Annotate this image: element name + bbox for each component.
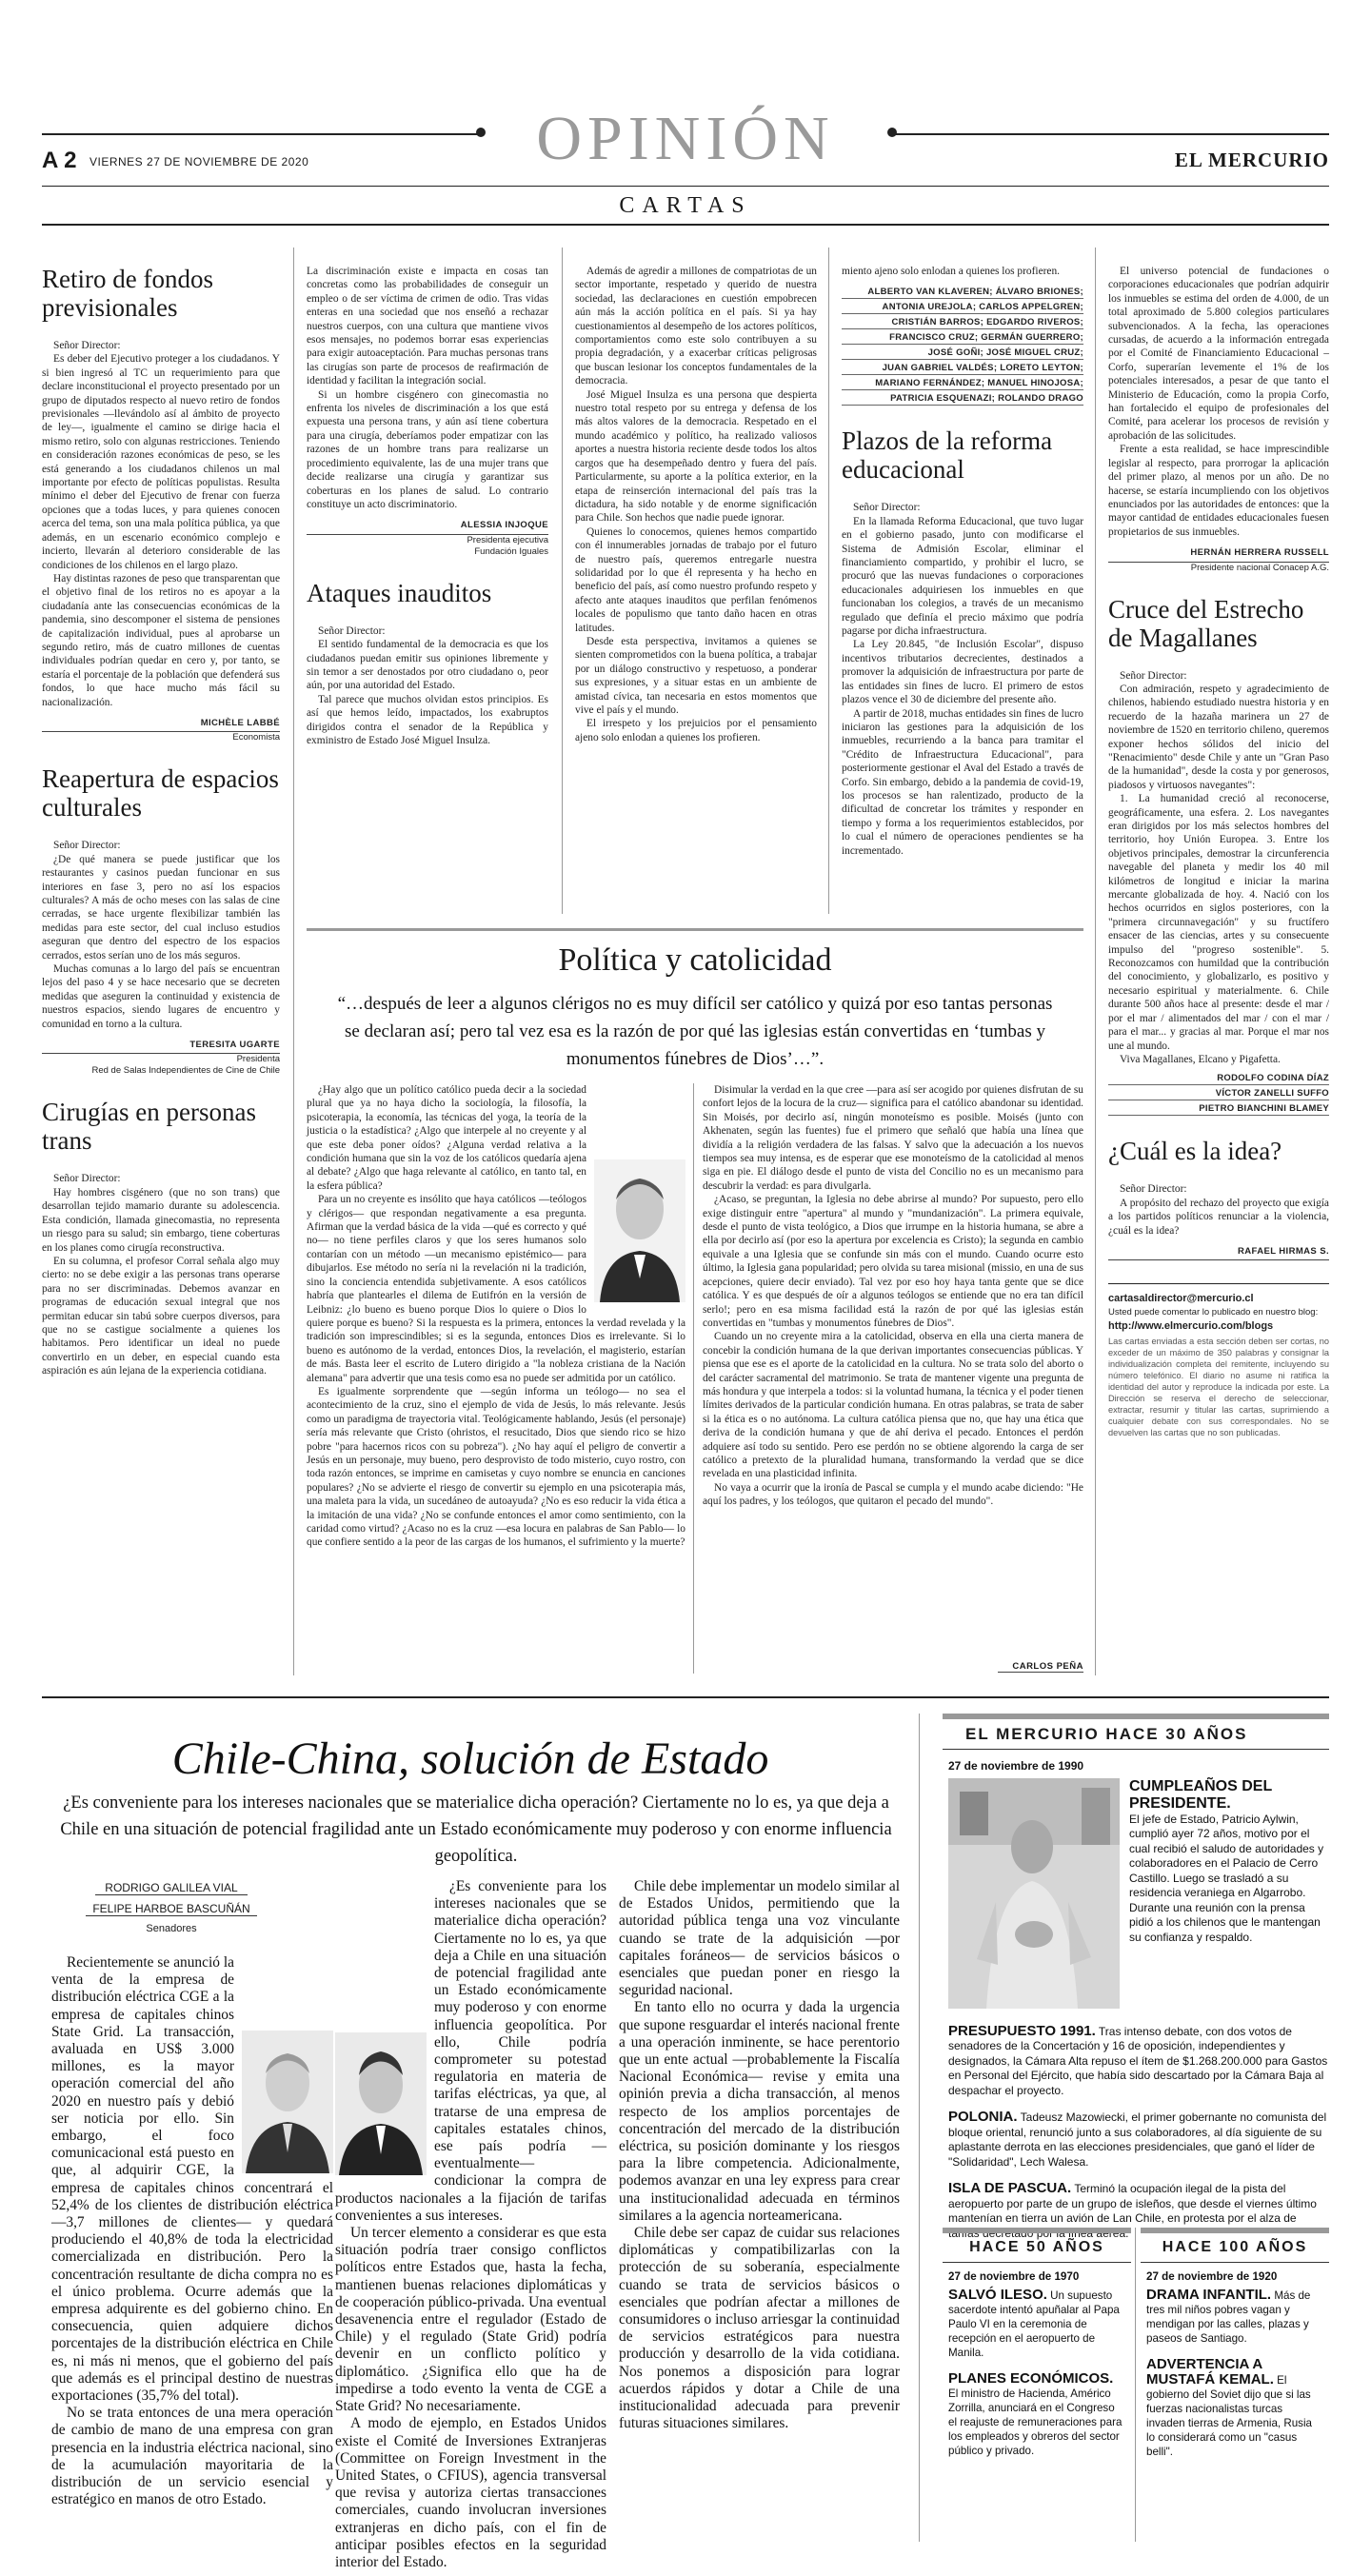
letter-signature: PIETRO BIANCHINI BLAMEY — [1108, 1102, 1329, 1116]
signature-list — [842, 286, 1083, 406]
subsection-title: CARTAS — [619, 193, 752, 218]
salutation: Señor Director: — [53, 340, 121, 351]
feature-deck: “…después de leer a algunos clérigos no es muy difícil ser católico y quizá por eso tantas personas se declaran así; pero tal vez esa es la razón de por qué las iglesias están convertidas en ‘tumbas y monumentos fúnebres de Dios’…”. — [337, 994, 1053, 1069]
history-item-body: Terminó la ocupación ilegal de la pista del aeropuerto por parte de un grupo de isleños, que desde el viernes último mantenían en tierra un avión de Lan Chile, en protesta por el alza de — [948, 2182, 1317, 2225]
salutation: Señor Director: — [1120, 669, 1187, 682]
letter-signature: ALBERTO VAN KLAVEREN; ÁLVARO BRIONES; — [842, 286, 1083, 299]
author-photo-galilea — [242, 2031, 333, 2173]
letter-signature: PATRICIA ESQUENAZI; ROLANDO DRAGO — [842, 392, 1083, 406]
feature-paragraph: Cuando un no creyente mira a la catolicidad, observa en ella una cierta manera de concebir la condición humana de la que derivan importantes consecuencias públicas. Y piensa que ese es el aporte de la catolicidad en la cultura. No se trata solo del aborto o del carácter sacramental del matrimonio. Se trata de mantener vigente una pregunta de más hondura y que interpela a todos: si la voluntad humana, la técnica y el poder tienen límites derivados de la particular condición humana. En otras palabras, se trata de saber si la ética es o no autónoma. La cultura católica piensa que no, que hay una ética que deriva de la condición humana y que de ahí deriva el pecado. Entonces el perdón adquiere así todo su sentido. Pero ese perdón no se obtiene algorendo la carga de ser católico a pretexto de la pluralidad humana, transformando la verdad que se dice revelada en una plasticidad infinita. — [703, 1331, 1083, 1480]
h100-bar — [1141, 2228, 1329, 2233]
editorial-author-1: RODRIGO GALILEA VIAL — [95, 1881, 248, 1895]
letter-signature: RODOLFO CODINA DÍAZ — [1108, 1072, 1329, 1085]
letter-signature: JOSÉ GOÑI; JOSÉ MIGUEL CRUZ; — [842, 347, 1083, 360]
letter-paragraph: Además de agredir a millones de compatriotas de un sector importante, respetado y querido de nuestra sociedad, las declaraciones en cuestión empobrecen aún más la acción política en el país. Si ya hay cuestionamientos al desempeño de los actores políticos, comportamientos como este solo contribuyen a su propia degradación, y a exacerbar críticas peligrosas que buscan lesionar los conceptos fundamentales de la democracia. — [575, 266, 818, 387]
history-100 — [1146, 2269, 1323, 2459]
editorial-paragraph: Chile debe ser capaz de cuidar sus relaciones diplomáticas y compatibilizarlas con la protección de su soberanía, especialmente cuando se trata de servicios básicos o esenciales que podrían afectar a millones de consumidores o incluso arriesgar la continuidad de servicios estratégicos para nuestra producción y desarrollo de la vida cotidiana. Nos ponemos a disposición para lograr acuerdos rápidos y dotar a Chile de una institucionalidad adecuada para prevenir futuras situaciones similares. — [619, 2225, 900, 2432]
history-header: EL MERCURIO HACE 30 AÑOS — [965, 1725, 1248, 1743]
history-item — [948, 2288, 1125, 2360]
author-photo-harboe — [335, 2032, 427, 2175]
feature-paragraph: No vaya a ocurrir que la ironía de Pascal se cumpla y el mundo acabe diciendo: "He aquí los padres, y los teólogos, que quitaron el pecado del mundo". — [703, 1481, 1083, 1508]
history-item-title: PRESUPUESTO 1991. — [948, 2022, 1096, 2039]
feature-paragraph: Es igualmente sorprendente que —según informa un teólogo— no sea el acontecimiento de la cruz, sino el ejemplo de vida de Jesús, lo más relevante. Jesús como un paradigma de trayectoria vital. Teológicamente hablando, Jesús (el personaje) sería más relevante que Cristo (ohristos, el resucitado, Dios que siendo rico se hizo pobre "para hacernos ricos con su pobreza"). ¿No hay aquí el peligro de convertir a Jesús en un personaje, muy bueno, pero desprovisto de todo misterio, cuyo rostro, con toda razón entonces, se imprime en camisetas y cuyo nombre se enuncia en canciones populares? ¿No se advierte el riesgo de convertir su ejemplo en una psicoterapia más, una maleta para la vida, un sucedáneo de autoayuda? ¿No es eso reducir la vida ética a la imitación de una vida? ¿No se confunde entonces el amor como sentimiento, con la caridad como virtud? ¿Acaso no es la cruz —esa locura en palabras de San Pablo— lo que confiere sentido a la peor de las cargas de los humanos, el sufrimiento y la muerte? — [307, 1385, 686, 1549]
letter-title-retiro: Retiro de fondos previsionales — [42, 265, 213, 322]
letter-paragraph: El irrespeto y los prejuicios por el pensamiento ajeno solo enlodan a quienes los profieren. — [575, 718, 817, 743]
letter-signature: ANTONIA UREJOLA; CARLOS APPELGREN; — [842, 301, 1083, 314]
letter-paragraph: La discriminación existe e impacta en cosas tan concretas como las probabilidades de conseguir un empleo o de ser víctima de crimen de odio. Tras vidas enteras en una sociedad que nos enseñó a rechazar nuestros cuerpos, con una cultura que mantiene vivos esos mensajes, no podemos borrar esas experiencias para exigir autoaceptación. Para muchas personas trans las cirugías son parte de procesos de reafirmación de identidad y facilitan la integración social. — [307, 266, 548, 387]
author-photo-carlos-pena — [594, 1159, 686, 1302]
history-item — [1146, 2288, 1323, 2346]
h50-rule — [943, 2262, 1131, 2263]
history-item — [948, 2110, 1329, 2170]
col-divider-1 — [293, 248, 294, 1675]
col-divider-2 — [562, 248, 563, 914]
portrait-image — [242, 2031, 333, 2173]
letter-paragraph: Quienes lo conocemos, quienes hemos compartido con él innumerables jornadas de trabajo por el futuro de nuestro país, queremos entregarle nuestra solidaridad por lo que él representa y ha hecho en beneficio del país, así como nuestro profundo respeto y afecto ante ataques inauditos que perfilan fenómenos locales de populismo que tanto daño hacen en otras latitudes. — [575, 525, 817, 634]
letter-paragraph: Desde esta perspectiva, invitamos a quienes se sienten comprometidos con la buena política, a trabajar por un diálogo constructivo y respetuoso, a ponderar sus expresiones, y a situar estas en un ambiente de amistad cívica, tan necesaria en estos momentos que vive el país y el mundo. — [575, 635, 817, 716]
h100-header: HACE 100 AÑOS — [1162, 2239, 1308, 2255]
page-number: A 2 — [42, 148, 77, 173]
feature-column-2 — [703, 1083, 1083, 1655]
letter-paragraph: Si un hombre cisgénero con ginecomastia no enfrenta los niveles de discriminación a los que está expuesta una persona trans, y aún así tiene cobertura para una cirugía, deberíamos poder empatizar con las razones de un hombre trans para realizarse un procedimiento equivalente, las de una mujer trans que decide realizarse una cirugía y garantizar sus coberturas en los planes de salud. Lo contrario constituye un acto discriminatorio. — [307, 388, 548, 510]
editorial-author-2: FELIPE HARBOE BASCUÑÁN — [86, 1902, 257, 1916]
editorial-authors-role: Senadores — [146, 1923, 197, 1934]
col-divider-4 — [1095, 248, 1096, 1675]
feature-paragraph: Para un no creyente es insólito que haya católicos —teólogos y clérigos— que respondan negativamente a esa pregunta. Afirman que la verdad básica de la vida —qué es correcto y qué no— no tiene perfiles claros y que los seres humanos solo contarían con un método —un mecanismo epistémico— para dibujarlos. Ese método no sería ni la revelación ni la tradición, sino la conciencia entendida subjetivamente. A esos católicos habría que plantearles el dilema de Eutifrón en la versión de Leibniz: ¿lo bueno es bueno porque Dios lo quiere o Dios lo quiere porque es bueno? Si la respuesta es la primera, entonces la verdad revelada y la tradición son imprescindibles; si es la segunda, entonces Dios es irrelevante. Si lo bueno es autónomo de la verdad, entonces Dios, la revelación, el magisterio, estarían de más. Basta leer el escrito de Lutero dirigido a "la nobleza cristiana de la Nación alemana" para advertir que una tesis como esa no puede ser admitida por un católico. — [307, 1194, 686, 1384]
history-item-body: El gobierno del Soviet dijo que si las fuerzas nacionalistas turcas invaden tierras de Armenia, Rusia lo considerará como un "casus belli". — [1146, 2374, 1312, 2458]
editorial-deck: ¿Es conveniente para los intereses nacionales que se materialice dicha operación? Ciertamente no lo es, ya que deja a Chile en una situación de potencial fragilidad ante un Estado económicamente muy poderoso y con enorme influencia geopolítica. — [60, 1793, 892, 1866]
letter-signature: HERNÁN HERRERA RUSSELL — [1108, 546, 1329, 562]
letter-paragraph: 1. La humanidad creció al reconocerse, geográficamente, una esfera. 2. Los navegantes eran dirigidos por los más selectos hombres del territorio, hoy Unión Europea. 3. Entre los objetivos principales, demostrar la circunferencia navegable del planeta y medir los 40 mil kilómetros de longitud e iniciar la marina mercante globalizada de hoy. 4. Nació con los hechos ocurridos en siglos posteriores, con la "primera circunnavegación" y su fructífero ensacer de las ciencias, artes y su consecuente impulso del "progreso sostenible". 5. Reconozcamos con humildad que la contribución del conocimiento, y globalizarlo, es positivo y necesario espiritual y materialmente. 6. Chile durante 500 años hace al presente: desde el mar / por el mar / alimentados del mar / con el mar / para el mar... y gracias al mar. Porque el mar nos une al mundo. — [1108, 793, 1329, 1052]
letter-paragraph: En su columna, el profesor Corral señala algo muy cierto: no se debe exigir a las personas trans operarse para no ser discriminadas. Debemos avanzar en programas de educación sexual integral que nos permitan educar sin tabú sobre cuerpos diversos, para que no se castigue socialmente a quienes los habitamos. Pero identificar un ideal no puede convertirlo en un deber, en especial cuando esta aspiración es aún lejana de la experiencia cotidiana. — [42, 1255, 280, 1377]
h100-rule — [1141, 2262, 1329, 2263]
h50-header: HACE 50 AÑOS — [969, 2239, 1104, 2255]
blog-intro: Usted puede comentar lo publicado en nuestro blog: — [1108, 1306, 1319, 1318]
letter-signature: MICHÈLE LABBÉ — [42, 717, 280, 732]
letter-title-ataques: Ataques inauditos — [307, 578, 492, 607]
lower-section-rule — [42, 1696, 1329, 1698]
editorial-paragraph: No se trata entonces de una mera operación de cambio de mano de una empresa con gran presencia en la industria eléctrica nacional, sino de la acumulación mayoritaria de la distribución de un servicio esencial y estratégico en manos de otro Estado. — [51, 2405, 333, 2508]
history-item-body: Un supuesto sacerdote intentó apuñalar al Papa Paulo VI en la ceremonia de recepción en el aeropuerto de Manila. — [948, 2289, 1120, 2359]
history-date-50: 27 de noviembre de 1970 — [948, 2270, 1080, 2283]
letter-paragraph: Muchas comunas a lo largo del país se encuentran lejos del paso 4 y se hace necesario que se decreten medidas que aseguren la continuidad y existencia de nuestros espacios, siendo lugares de encuentro y comunidad en torno a la cultura. — [42, 963, 280, 1030]
h50-bar — [943, 2228, 1131, 2233]
letter-signature: MARIANO FERNÁNDEZ; MANUEL HINOJOSA; — [842, 377, 1083, 390]
editorial-paragraph: ¿Es conveniente para los intereses nacionales que se materialice dicha operación? Ciertamente no lo es, ya que deja a Chile en una situación de potencial fragilidad ante un Estado económicamente muy poderoso y con enorme influencia geopolítica. Por ello, Chile podría comprometer su potestad regulatoria en materia de tarifas eléctricas, ya que, al tratarse de una empresa de capitales estatales chinos, ese país podría —eventualmente— condicionar la compra de productos nacionales a la fijación de tarifas convenientes a sus intereses. — [335, 1878, 606, 2224]
feature-top-rule — [307, 928, 1083, 931]
letter-title-cruce: Cruce del Estrecho de Magallanes — [1108, 594, 1304, 652]
history-date-100: 27 de noviembre de 1920 — [1146, 2270, 1278, 2283]
letter-paragraph: El universo potencial de fundaciones o corporaciones educacionales que podrían adquirir los inmuebles se estima del orden de 4.000, de un total aproximado de 5.800 colegios particulares subvencionados. A la fecha, las operaciones cursadas, de acuerdo a la información entregada por el Comité de Financiamiento Educacional –Corfo, superarían levemente el 1% de los potenciales interesados, a pesar de que tanto el Ministerio de Educación, como la propia Corfo, han fortalecido el equipo de profesionales del Comité, para acelerar los procesos de revisión y aprobación de las solicitudes. — [1108, 266, 1329, 442]
letter-paragraph: Es deber del Ejecutivo proteger a los ciudadanos. Y si bien ingresó al TC un requerimiento para que declare inconstitucional el proyecto presentado por un grupo de diputados respecto al nuevo retiro de fondos previsionales —llevándolo así al ámbito de proyecto de ley—, igualmente el camino se dirige hacia el mismo retiro, solo con algunas restricciones. Teniendo en consideración razones económicas de peso, se les está generando a los ciudadanos chilenos un mal importante por efecto de políticas populistas. Resulta mínimo el deber del Ejecutivo de frenar con fuerza opciones que a todas luces, y para quienes conocen acerca del tema, son una mala política pública, ya que además, en un escenario económico complejo e incierto, llevarán al deterioro considerable de las condiciones de los chilenos en el largo plazo. — [42, 353, 280, 571]
salutation: Señor Director: — [318, 624, 386, 637]
column-1 — [42, 265, 280, 1688]
contact-rule — [1108, 1283, 1329, 1284]
column-3 — [575, 265, 817, 912]
column-2 — [307, 265, 548, 931]
portrait-image — [335, 2032, 427, 2175]
cartas-rule — [42, 224, 1329, 226]
history-item — [948, 2371, 1125, 2458]
letter-paragraph: El sentido fundamental de la democracia es que los ciudadanos puedan emitir sus opiniones libremente y sin temor a ser denostados por otro ciudadano o, peor aún, por una autoridad del Estado. — [307, 639, 548, 692]
history-item-body: Tadeusz Mazowiecki, el primer gobernante no comunista del bloque oriental, renunció junto a sus colaboradores, al día siguiente de su aplastante derrota en las elecciones presidenciales, que ganó el líder de "Solidaridad", Lech Walesa. — [948, 2110, 1327, 2169]
letter-signature: JUAN GABRIEL VALDÉS; LORETO LEYTON; — [842, 362, 1083, 375]
editorial-paragraph: En tanto ello no ocurra y dada la urgencia que supone resguardar el interés nacional frente a una operación inminente, se hace perentorio que un ente actual —probablemente la Fiscalía Nacional Económica— revise y emita una opinión previa a dicha transacción, al menos respecto de los amplios porcentajes de concentración del mercado de la distribución eléctrica, su posición dominante y los riesgos para la libre competencia. Adicionalmente, podemos avanzar en una ley express para crear una institucionalidad adecuada en términos similares a la agencia norteamericana. — [619, 1999, 900, 2224]
masthead-bottom-rule — [42, 186, 1329, 187]
letter-title-reapertura: Reapertura de espacios culturales — [42, 764, 279, 822]
history-item — [948, 2024, 1329, 2099]
letter-paragraph: En la llamada Reforma Educacional, que tuvo lugar en el gobierno pasado, junto con modificarse el Sistema de Admisión Escolar, eliminar el financiamiento compartido, y prohibir el lucro, se procuró que las nuevas fundaciones o corporaciones educacionales adquiriesen los inmuebles en que funcionaban los colegios, a través de un mecanismo regulado que definía el precio máximo que podría pagarse por dicha infraestructura. — [842, 515, 1083, 638]
letter-paragraph: Frente a esta realidad, se hace imprescindible legislar al respecto, para prorrogar la aplicación del primer plazo, al menos por un año. De no hacerse, se estaría incumpliendo con los objetivos enunciados por las autoridades de entonces: que la mayor cantidad de entidades educacionales fuesen propietarios de sus inmuebles. — [1108, 444, 1329, 538]
editorial-column-1 — [51, 1954, 333, 2545]
column-5 — [1108, 265, 1329, 1940]
salutation: Señor Director: — [853, 502, 921, 514]
section-title: OPINIÓN — [536, 104, 835, 173]
letter-paragraph: A propósito del rechazo del proyecto que exigía a los partidos políticos renunciar a la violencia, ¿cuál es la idea? — [1108, 1197, 1329, 1237]
history-item-title: SALVÓ ILESO. — [948, 2287, 1047, 2303]
letter-paragraph: Hay distintas razones de peso que transparentan que el objetivo final de los retiros no es apoyar a la ciudadanía ante las consecuencias económicas de la pandemia, sino descomponer el sistema de pensiones de capitalización individual, pues al aprobarse un segundo retiro, más de cuatro millones de cuentas individuales podrían quedar en cero y, por tanto, se estaría el porcentaje de la población que defenderá sus fondos, lo que hace mucho más fácil su nacionalización. — [42, 572, 280, 708]
editorial-title: Chile-China, solución de Estado — [171, 1734, 769, 1784]
editorial-paragraph: Recientemente se anunció la venta de la empresa de distribución eléctrica CGE a la empresa de capitales chinos State Grid. La transacción, avaluada en US$ 3.000 millones, es la mayor operación comercial del año 2020 en nuestro país y debió ser noticia por ello. Sin embargo, el foco comunicacional está puesto en que, al adquirir CGE, la empresa de capitales chinos concentrará el 52,4% de los clientes de distribución eléctrica —3,7 millones de clientes— y quedará produciendo el 40,8% de toda la electricidad comercializada en distribución. Pero la concentración resultante de dicha compra no es el único problema. Ocurre además que la empresa adquirente es del gobierno chino. En consecuencia, quien adquiere dichos porcentajes de la distribución eléctrica en Chile es, ni más ni menos, que el gobierno del país que además es el principal destino de nuestras exportaciones (35,7% del total). — [51, 1954, 333, 2405]
newspaper-brand: EL MERCURIO — [1174, 149, 1329, 171]
portrait-image — [594, 1159, 686, 1302]
history-item-title: DRAMA INFANTIL. — [1146, 2287, 1272, 2303]
history-lead-body: El jefe de Estado, Patricio Aylwin, cumplió ayer 72 años, motivo por el cual recibió el saludo de autoridades y colaboradores en el Palacio de Cerro Castillo. Luego se trasladó a su residencia veraniega en Algarrobo. Durante una reunión con la prensa pidió a los chilenos que le mantengan su confianza y respaldo. — [1129, 1812, 1324, 1944]
column-4 — [842, 265, 1083, 912]
feature-paragraph: ¿Hay algo que un político católico pueda decir a la sociedad plural que ya no haya dicho la sociología, la filosofía, la psicoterapia, la economía, las técnicas del yoga, la teoría de la justicia o la estadística? ¿Algo que interpele al no creyente y al que este deba poner oídos? ¿Alguna verdad relativa a la condición humana que sin la voz de los católicos quedaría ajena al debate? ¿Algo que haga relevante al católico, en tanto tal, en la esfera pública? — [307, 1084, 586, 1192]
letter-signature: ALESSIA INJOQUE — [307, 519, 548, 534]
history-header-rule — [943, 1749, 1329, 1750]
letter-signature: FRANCISCO CRUZ; GERMÁN GUERRERO; — [842, 331, 1083, 345]
editorial-paragraph: Chile debe implementar un modelo similar al de Estados Unidos, permitiendo que la autoridad pública tenga una voz vinculante cuando se trate de la adquisición —por capitales foráneos— de servicios básicos o esenciales que puedan poner en riesgo la seguridad nacional. — [619, 1878, 900, 1999]
letter-role: Presidenta ejecutiva Fundación Iguales — [467, 534, 548, 557]
feature-title: Política y catolicidad — [558, 942, 832, 978]
letter-role: Presidenta Red de Salas Independientes de Cine de Chile — [91, 1054, 280, 1077]
letter-title-cirugias: Cirugías en personas trans — [42, 1098, 256, 1156]
history-lead-title: CUMPLEAÑOS DEL PRESIDENTE. — [1129, 1777, 1272, 1812]
feature-column-1 — [307, 1083, 686, 1678]
history-30 — [948, 1759, 1329, 2252]
blog-link[interactable]: http://www.elmercurio.com/blogs — [1108, 1320, 1274, 1333]
history-item-title: ADVERTENCIA A MUSTAFÁ KEMAL. — [1146, 2356, 1274, 2388]
letter-role: Presidente nacional Conacep A.G. — [1190, 562, 1329, 573]
salutation: Señor Director: — [53, 1173, 121, 1185]
letter-title-plazos: Plazos de la reforma educacional — [842, 426, 1053, 485]
issue-date: VIERNES 27 DE NOVIEMBRE DE 2020 — [89, 155, 309, 168]
letter-paragraph-continued: miento ajeno solo enlodan a quienes los profieren. — [842, 266, 1061, 277]
editorial-paragraph: A modo de ejemplo, en Estados Unidos existe el Comité de Inversiones Extranjeras (Committee on Foreign Investment in the United States, o CFIUS), agencia transversal que revisa y autoriza ciertas transacciones comerciales, cuando involucran inversiones extranjeras en dicho país, con el fin de anticipar posibles efectos en la seguridad interior del Estado. — [335, 2415, 606, 2570]
editorial-divider — [919, 1714, 920, 2542]
editorial-column-3 — [619, 1878, 900, 2545]
history-date-30: 27 de noviembre de 1990 — [948, 1759, 1084, 1773]
history-item-body: El ministro de Hacienda, Américo Zorrilla, anunciará en el Congreso el reajuste de remuneraciones para los empleados y obreros del sector público y privado. — [948, 2388, 1123, 2457]
letter-paragraph: La Ley 20.845, "de Inclusión Escolar", dispuso incentivos tributarios decrecientes, destinados a promover la adquisición de infraestructura por parte de las entidades sin fines de lucro. El primero de estos plazos vence el 30 de diciembre del presente año. — [842, 639, 1083, 706]
letter-signature: VÍCTOR ZANELLI SUFFO — [1108, 1087, 1329, 1100]
letter-signature: CRISTIÁN BARROS; EDGARDO RIVEROS; — [842, 316, 1083, 329]
letters-policy: Las cartas enviadas a esta sección deben ser cortas, no exceder de un máximo de 350 palabras y consignar la individualización completa del remitente, incluyendo su número telefónico. El diario no asume ni ratifica la identidad del autor y reproduce la indicada por este. La Dirección se reserva el derecho de seleccionar, extractar, resumir y titular las cartas, suprimiendo a cualquier debate con sus correspondales. No se devuelven las cartas que no son publicadas. — [1108, 1336, 1329, 1437]
letter-role: Economista — [232, 732, 280, 743]
history-item-body: Más de tres mil niños pobres vagan y mendigan por las calles, plazas y paseos de Santiago. — [1146, 2289, 1311, 2345]
letter-signature: TERESITA UGARTE — [42, 1039, 280, 1054]
col-divider-3 — [828, 248, 829, 914]
letter-title-cual: ¿Cuál es la idea? — [1108, 1137, 1282, 1166]
salutation: Señor Director: — [1120, 1183, 1187, 1196]
letter-paragraph: ¿De qué manera se puede justificar que los restaurantes y casinos puedan funcionar en sus interiores en fase 3, pero no así los espacios culturales? A más de ocho meses con las salas de cine cerradas, se hace urgente flexibilizar también las medidas para este sector, del cual incluso estudios aseguran que dentro del espectro de los espacios cerrados, estos serían uno de los más seguros. — [42, 853, 280, 961]
history-50 — [948, 2269, 1125, 2458]
history-item-title: POLONIA. — [948, 2109, 1018, 2125]
letter-paragraph: Hay hombres cisgénero (que no son trans) que desarrollan tejido mamario durante su adolescencia. Esta condición, llamada ginecomastia, no representa un riesgo para su salud; sin embargo, tiene coberturas en los planes como cirugía reconstructiva. — [42, 1186, 280, 1254]
masthead-rule-right — [895, 133, 1329, 135]
feature-byline: CARLOS PEÑA — [998, 1661, 1083, 1673]
history-top-bar — [943, 1714, 1329, 1719]
editorial-paragraph: Un tercer elemento a considerar es que esta situación podría traer consigo conflictos políticos entre Estados que, hasta la fecha, mantienen buenas relaciones diplomáticas y de cooperación público-privada. Una eventual desavenencia entre el regulador (Estado de Chile) y el regulado (State Grid) podría devenir en un conflicto político y diplomático. ¿Significa ello que ha de impedirse a todo evento la venta de CGE a State Grid? No necesariamente. — [335, 2225, 606, 2415]
contact-email[interactable]: cartasaldirector@mercurio.cl — [1108, 1293, 1254, 1305]
history-item-title: PLANES ECONÓMICOS. — [948, 2370, 1114, 2387]
history-divider — [1135, 2228, 1136, 2542]
feature-paragraph: Disimular la verdad en la que cree —para así ser acogido por quienes disfrutan de su confort lejos de la locura de la cruz— significa para el católico abandonar su identidad. Sin Moisés, por decirlo así, ningún monoteísmo es posible. Moisés (junto con Akhenaten, según las fuentes) fue el primero que señaló que había una línea que dividía a la religión verdadera de las falsas. Y salvo que la adecuación a los nuevos tiempos sea muy intensa, es de esperar que ese monoteísmo de la catolicidad al menos siga en pie. El diálogo desde el punto de vista del Concilio no es un mecanismo para descubrir la verdad: es para divulgarla. — [703, 1084, 1083, 1192]
letter-paragraph: José Miguel Insulza es una persona que despierta nuestro total respeto por su entrega y defensa de los más altos valores de la democracia. Respetado en el mundo académico y político, ha realizado valiosos aportes a nuestra historia reciente desde todos los altos cargos que ha desempeñado dentro y fuera del país. Particularmente, su aporte a la política exterior, en la etapa de reinserción internacional del país tras la dictadura, ha sido notable y de enorme significación para Chile. Son hechos que nadie puede ignorar. — [575, 388, 817, 525]
signature-list — [1108, 1072, 1329, 1116]
letter-paragraph: Tal parece que muchos olvidan estos principios. Es así que hemos leído, impactados, los exabruptos dirigidos contra el senador de la República y exministro de Estado José Miguel Insulza. — [307, 693, 548, 746]
feature-paragraph: ¿Acaso, se preguntan, la Iglesia no debe abrirse al mundo? Por supuesto, pero ello exige distinguir entre "apertura" al mundo y "mundanización". La primera equivale, desde el punto de vista teológico, a Dios que irrumpe en la historia humana, se abre a ella por decirlo así (por eso la apertura por excelencia es Cristo); la segunda en cambio equivale a una Iglesia que se confunde sin más con el mundo. Cuando ocurre esto último, la Iglesia gana popularidad; pero olvida su tarea misional (missio, en una de sus acepciones, quiere decir enviado). Tal vez por eso hoy haya tanta gente que se dice católica. Y es que después de oír a algunos teólogos se entiende que no era tan difícil serlo!; pero en esa misma facilidad está la razón de por qué las iglesias están convertidas en "tumbas y monumentos fúnebres de Dios". — [703, 1194, 1083, 1329]
history-photo-aylwin — [948, 1778, 1120, 2009]
archive-photo — [948, 1778, 1120, 2009]
history-item — [1146, 2357, 1323, 2459]
letter-paragraph: Con admiración, respeto y agradecimiento de chilenos, habiendo estudiado nuestra historia y en recuerdo de la hazaña marinera un 27 de noviembre de 1520 en territorio chileno, queremos exponer hechos sólidos del inicio del "Renacimiento" desde Chile y ante un "Gran Paso de la humanidad", desde la costa y por generosos, piadosos y virtuosos navegantes": — [1108, 683, 1329, 791]
masthead-dot-right — [887, 128, 897, 137]
history-item-body: Tras intenso debate, con dos votos de senadores de la Concertación y 16 de oposición, independientes y designados, la Cámara Alta repuso el ítem de $1.268.200.000 para Gastos en Personal del Ejército, que había sido descartado por la Cámara Baja al despachar el proyecto. — [948, 2024, 1328, 2097]
letter-paragraph: Viva Magallanes, Elcano y Pigafetta. — [1120, 1053, 1281, 1065]
feature-divider — [693, 1083, 694, 1674]
editorial-column-2 — [335, 1878, 606, 2570]
letter-paragraph: A partir de 2018, muchas entidades sin fines de lucro iniciaron las gestiones para la adquisición de los inmuebles, recurriendo a la banca para tramitar el "Crédito de Infraestructura Educacional", para posteriormente gestionar el Aval del Estado a través de Corfo. Sin embargo, debido a la pandemia de covid-19, los procesos se han ralentizado, producto de la dificultad de concretar los trámites y responder en tiempo y forma a los requerimientos establecidos, por lo cual el número de operaciones pendientes se ha incrementado. — [842, 707, 1083, 857]
letter-signature: RAFAEL HIRMAS S. — [1108, 1245, 1329, 1260]
history-item-title: ISLA DE PASCUA. — [948, 2180, 1072, 2196]
salutation: Señor Director: — [53, 840, 121, 852]
